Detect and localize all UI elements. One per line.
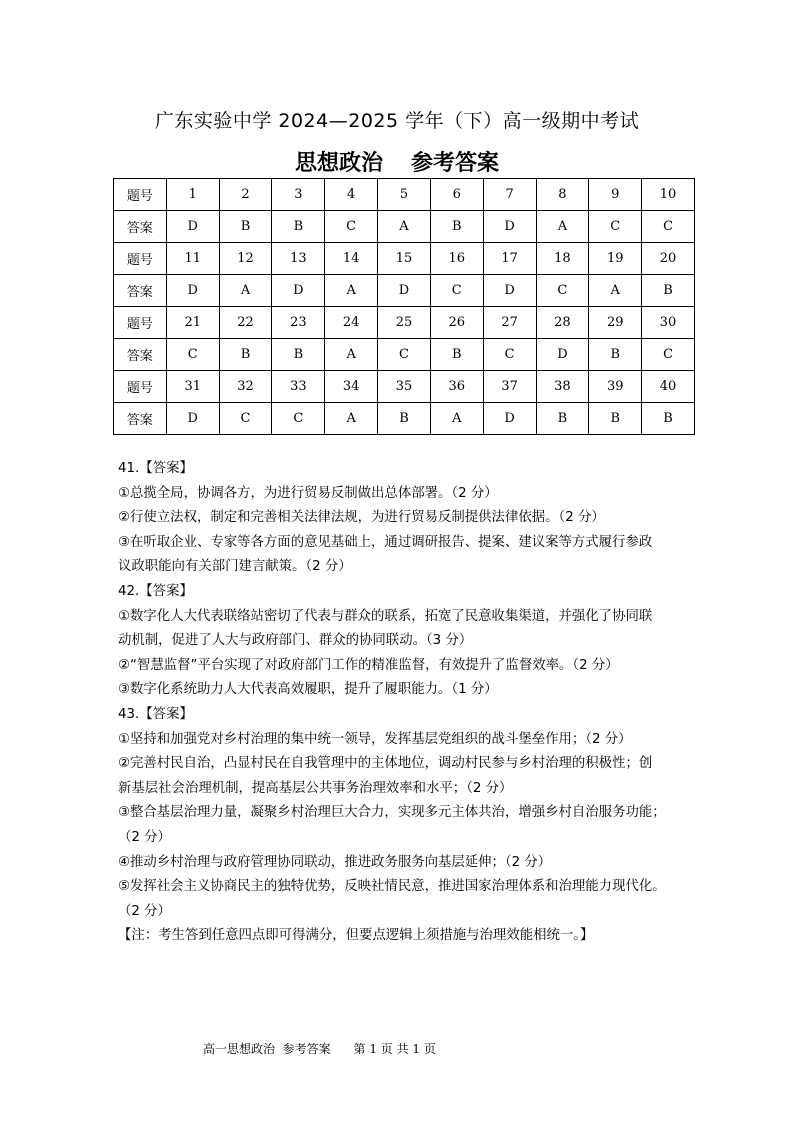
answer-line: 动机制，促进了人大与政府部门、群众的协同联动。（3 分）: [118, 633, 473, 649]
answer-line: ④推动乡村治理与政府管理协同联动，推进政务服务向基层延伸；（2 分）: [118, 854, 552, 870]
row-label: 答案: [114, 211, 167, 243]
question-number-cell: 34: [325, 371, 378, 403]
answer-cell: A: [589, 275, 642, 307]
question-number-cell: 11: [166, 243, 219, 275]
answer-line: （2 分）: [118, 903, 171, 919]
answer-cell: A: [378, 211, 431, 243]
question-number-cell: 22: [219, 307, 272, 339]
answer-line: （2 分）: [118, 829, 171, 845]
row-label: 答案: [114, 403, 167, 435]
answer-line: 42.【答案】: [118, 583, 193, 599]
answer-cell: A: [325, 403, 378, 435]
table-row: [114, 179, 695, 211]
question-number-cell: 32: [219, 371, 272, 403]
answer-cell: B: [272, 339, 325, 371]
question-number-cell: 21: [166, 307, 219, 339]
answer-cell: D: [166, 403, 219, 435]
question-number-cell: 37: [483, 371, 536, 403]
question-number-cell: 14: [325, 243, 378, 275]
question-number-cell: 20: [642, 243, 695, 275]
answer-cell: C: [642, 339, 695, 371]
question-number-cell: 25: [378, 307, 431, 339]
subject-label: 思想政治: [294, 151, 383, 176]
answer-cell: C: [272, 403, 325, 435]
answer-cell: B: [536, 403, 589, 435]
answer-line: ①坚持和加强党对乡村治理的集中统一领导，发挥基层党组织的战斗堡垒作用；（2 分）: [118, 731, 632, 747]
answer-cell: B: [430, 339, 483, 371]
table-row: [114, 371, 695, 403]
answer-cell: C: [325, 211, 378, 243]
question-number-cell: 9: [589, 179, 642, 211]
answer-line: ⑤发挥社会主义协商民主的独特优势，反映社情民意，推进国家治理体系和治理能力现代化。: [118, 879, 666, 895]
answer-cell: A: [219, 275, 272, 307]
answer-line: 【注：考生答到任意四点即可得满分，但要点逻辑上须措施与治理效能相统一。】: [118, 928, 594, 944]
answer-cell: C: [430, 275, 483, 307]
answer-cell: B: [378, 403, 431, 435]
answer-cell: B: [219, 339, 272, 371]
table-row: [114, 339, 695, 371]
answer-cell: C: [589, 211, 642, 243]
answer-cell: B: [589, 339, 642, 371]
question-number-cell: 1: [166, 179, 219, 211]
answer-line: 43.【答案】: [118, 706, 193, 722]
answer-cell: B: [219, 211, 272, 243]
answer-cell: D: [536, 339, 589, 371]
question-number-cell: 23: [272, 307, 325, 339]
question-number-cell: 4: [325, 179, 378, 211]
page-title: 广东实验中学 2024—2025 学年（下）高一级期中考试: [154, 110, 640, 132]
answer-cell: C: [536, 275, 589, 307]
answer-table: [113, 178, 695, 435]
answer-cell: C: [219, 403, 272, 435]
answer-cell: D: [483, 403, 536, 435]
question-number-cell: 2: [219, 179, 272, 211]
table-row: [114, 403, 695, 435]
row-label: 题号: [114, 307, 167, 339]
answer-line: ②“智慧监督”平台实现了对政府部门工作的精准监督，有效提升了监督效率。（2 分）: [118, 657, 619, 673]
row-label: 题号: [114, 243, 167, 275]
answer-cell: B: [430, 211, 483, 243]
answer-cell: A: [430, 403, 483, 435]
answer-cell: B: [589, 403, 642, 435]
answer-cell: C: [166, 339, 219, 371]
answer-cell: A: [325, 275, 378, 307]
question-number-cell: 26: [430, 307, 483, 339]
question-number-cell: 35: [378, 371, 431, 403]
question-number-cell: 15: [378, 243, 431, 275]
question-number-cell: 28: [536, 307, 589, 339]
answer-cell: B: [272, 211, 325, 243]
question-number-cell: 27: [483, 307, 536, 339]
answer-cell: D: [166, 211, 219, 243]
table-row: [114, 307, 695, 339]
answer-cell: D: [483, 275, 536, 307]
question-number-cell: 19: [589, 243, 642, 275]
answer-cell: A: [325, 339, 378, 371]
question-number-cell: 8: [536, 179, 589, 211]
row-label: 题号: [114, 371, 167, 403]
page-subtitle: [0, 146, 794, 177]
answer-line: ②完善村民自治，凸显村民在自我管理中的主体地位，调动村民参与乡村治理的积极性；创: [118, 756, 653, 772]
row-label: 答案: [114, 339, 167, 371]
answer-cell: D: [483, 211, 536, 243]
answer-content: [118, 457, 678, 949]
answer-cell: D: [166, 275, 219, 307]
question-number-cell: 5: [378, 179, 431, 211]
question-number-cell: 17: [483, 243, 536, 275]
answer-line: ③整合基层治理力量，凝聚乡村治理巨大合力，实现多元主体共治，增强乡村自治服务功能；: [118, 805, 666, 821]
question-number-cell: 36: [430, 371, 483, 403]
table-row: [114, 211, 695, 243]
answer-line: ③在听取企业、专家等各方面的意见基础上，通过调研报告、提案、建议案等方式履行参政: [118, 534, 653, 550]
question-number-cell: 24: [325, 307, 378, 339]
question-number-cell: 39: [589, 371, 642, 403]
answer-line: ③数字化系统助力人大代表高效履职，提升了履职能力。（1 分）: [118, 682, 498, 698]
question-number-cell: 38: [536, 371, 589, 403]
question-number-cell: 29: [589, 307, 642, 339]
answer-cell: D: [272, 275, 325, 307]
table-row: [114, 243, 695, 275]
answer-line: ①总揽全局，协调各方，为进行贸易反制做出总体部署。（2 分）: [118, 485, 498, 501]
answer-line: 议政职能向有关部门建言献策。（2 分）: [118, 559, 352, 575]
question-number-cell: 7: [483, 179, 536, 211]
answer-cell: A: [536, 211, 589, 243]
answer-key-label: 参考答案: [411, 151, 500, 176]
question-number-cell: 33: [272, 371, 325, 403]
row-label: 答案: [114, 275, 167, 307]
answer-cell: C: [378, 339, 431, 371]
answer-cell: B: [642, 275, 695, 307]
table-row: [114, 275, 695, 307]
question-number-cell: 12: [219, 243, 272, 275]
question-number-cell: 3: [272, 179, 325, 211]
answer-cell: B: [642, 403, 695, 435]
answer-line: ②行使立法权，制定和完善相关法律法规，为进行贸易反制提供法律依据。（2 分）: [118, 510, 605, 526]
question-number-cell: 30: [642, 307, 695, 339]
answer-cell: C: [642, 211, 695, 243]
page-footer: 高一思想政治 参考答案 第 1 页 共 1 页: [203, 1042, 436, 1056]
row-label: 题号: [114, 179, 167, 211]
question-number-cell: 40: [642, 371, 695, 403]
answer-line: 新基层社会治理机制，提高基层公共事务治理效率和水平；（2 分）: [118, 780, 513, 796]
answer-cell: D: [378, 275, 431, 307]
question-number-cell: 13: [272, 243, 325, 275]
question-number-cell: 10: [642, 179, 695, 211]
answer-cell: C: [483, 339, 536, 371]
question-number-cell: 18: [536, 243, 589, 275]
question-number-cell: 6: [430, 179, 483, 211]
question-number-cell: 31: [166, 371, 219, 403]
question-number-cell: 16: [430, 243, 483, 275]
answer-line: ①数字化人大代表联络站密切了代表与群众的联系，拓宽了民意收集渠道，并强化了协同联: [118, 608, 653, 624]
answer-line: 41.【答案】: [118, 461, 193, 476]
